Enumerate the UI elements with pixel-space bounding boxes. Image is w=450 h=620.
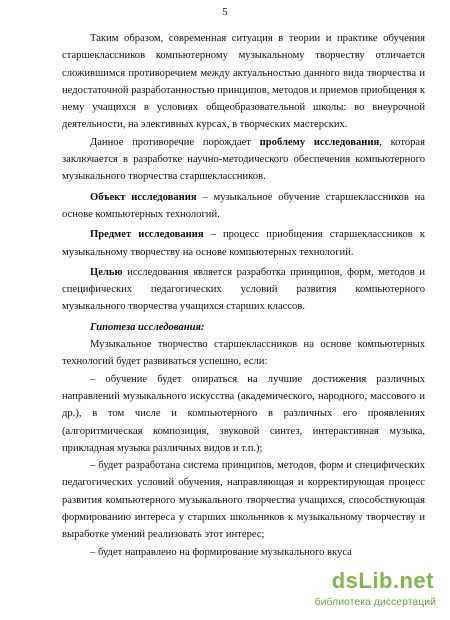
paragraph-intro: Таким образом, современная ситуация в теории и практике обучения старшеклассников компьютерному музыкальному творчеству отличается сложившимся противоречием между актуальностью данного вида творчества и недостаточной разработанностью принципов, методов и приемов приобщения к нему учащихся в условиях общеобразовательной школы: во внеурочной деятельности, на элективных курсах, в творческих мастерских. bbox=[62, 33, 425, 131]
hypothesis-item: – будет направлено на формирование музыкального вкуса bbox=[90, 546, 352, 558]
watermark-subtitle: библиотека диссертаций bbox=[314, 596, 436, 608]
page-number: 5 bbox=[222, 6, 228, 18]
problem-text-start: Данное противоречие порождает bbox=[90, 136, 251, 148]
problem-label: проблему исследования bbox=[259, 136, 380, 148]
object-text: – музыкальное обучение старшеклассников на основе компьютерных технологий. bbox=[62, 191, 425, 220]
hypothesis-item: – будет разработана система принципов, методов, форм и специфических педагогических условий обучения, направляющая и корректирующая процесс развития компьютерного музыкального творчества учащихся, способствующая формированию интереса у старших школьников к музыкальному творчеству и выработке умений реализовать этот интерес; bbox=[62, 460, 425, 541]
watermark-logo: dsLib.net bbox=[331, 568, 434, 593]
paragraph-object bbox=[62, 189, 425, 224]
paragraph-subject bbox=[62, 226, 425, 261]
hypothesis-heading bbox=[62, 319, 425, 336]
goal-text: исследования является разработка принципов, форм, методов и специфических педагогических условий развития компьютерного музыкального творчества учащихся старших классов. bbox=[62, 266, 425, 313]
watermark bbox=[282, 568, 442, 616]
problem-text-end: , которая заключается в разработке научно-методического обеспечения компьютерного музыкального творчества старшеклассников. bbox=[62, 136, 425, 183]
object-label: Объект исследования bbox=[90, 191, 197, 203]
hypothesis-item: – обучение будет опираться на лучшие достижения различных направлений музыкального искусства (академического, народного, массового и др.), в том числе и компьютерного в различных его проявлениях (алгоритмическая композиция, звуковой синтез, интерактивная музыка, прикладная музыка различных видов и т.п.); bbox=[62, 373, 425, 454]
paragraph-problem bbox=[62, 134, 425, 186]
goal-label: Целью bbox=[90, 266, 123, 278]
subject-text: – процесс приобщения старшеклассников к музыкальному творчеству на основе компьютерных технологий. bbox=[62, 229, 425, 258]
document-body bbox=[62, 30, 425, 561]
paragraph-hypothesis-intro: Музыкальное творчество старшеклассников на основе компьютерных технологий будет развиваться успешно, если: bbox=[62, 339, 425, 368]
paragraph-goal bbox=[62, 264, 425, 316]
subject-label: Предмет исследования bbox=[90, 229, 204, 241]
hypothesis-label: Гипотеза исследования: bbox=[90, 321, 205, 333]
